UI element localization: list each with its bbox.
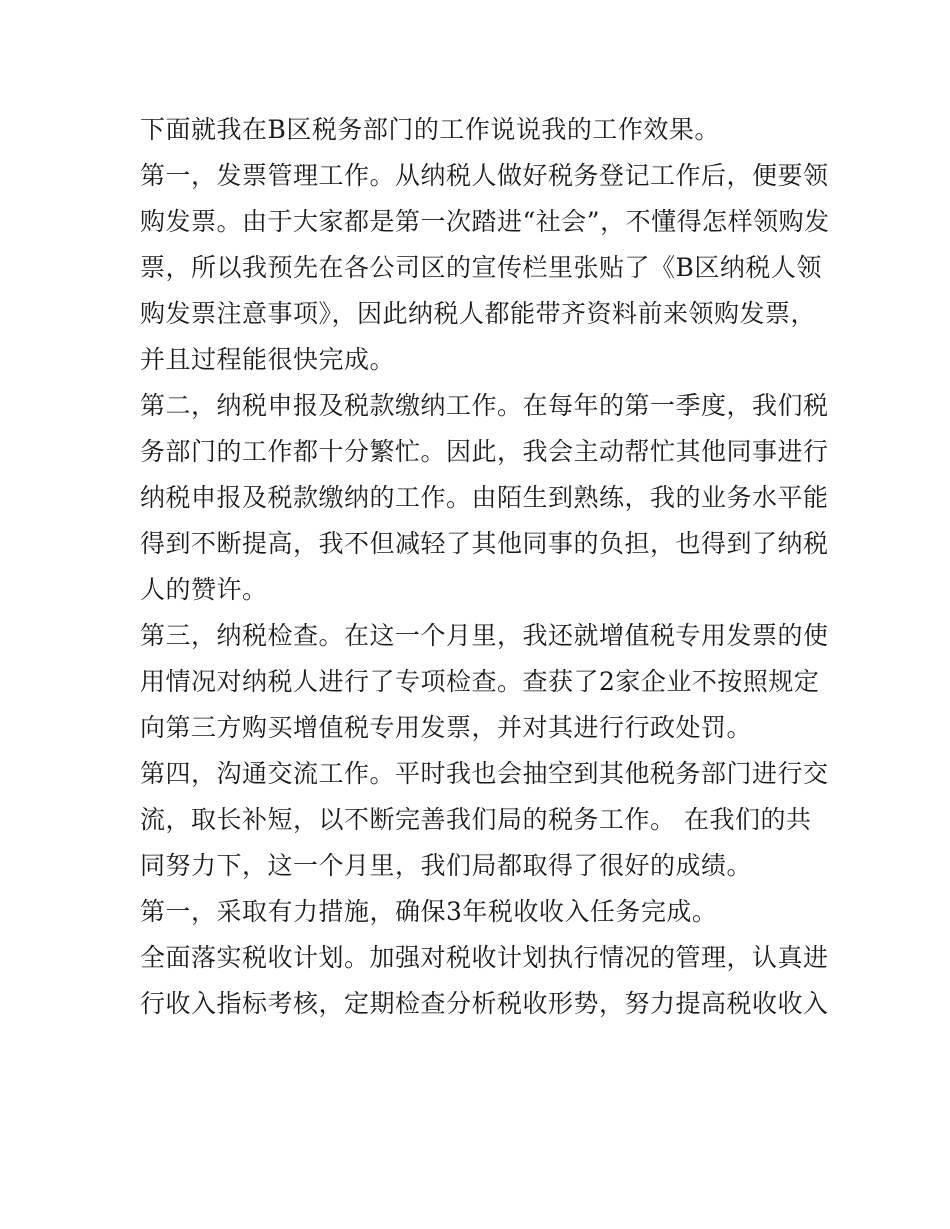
text-line: 第一，发票管理工作。从纳税人做好税务登记工作后，便要领 [140, 161, 829, 190]
text-line: 购发票。由于大家都是第一次踏进“社会”，不懂得怎样领购发 [140, 207, 830, 236]
text-line: 行收入指标考核，定期检查分析税收形势，努力提高税收收入 [140, 989, 829, 1018]
text-line: 流，取长补短，以不断完善我们局的税务工作。 在我们的共 [140, 805, 812, 834]
text-line: 务部门的工作都十分繁忙。因此，我会主动帮忙其他同事进行 [140, 437, 829, 466]
text-line: 全面落实税收计划。加强对税收计划执行情况的管理，认真进 [140, 943, 829, 972]
text-line: 票，所以我预先在各公司区的宣传栏里张贴了《B区纳税人领 [140, 253, 822, 282]
text-line: 用情况对纳税人进行了专项检查。查获了2家企业不按照规定 [140, 667, 820, 696]
text-line: 下面就我在B区税务部门的工作说说我的工作效果。 [140, 115, 720, 144]
text-line: 购发票注意事项》，因此纳税人都能带齐资料前来领购发票， [140, 299, 817, 328]
text-line: 第四，沟通交流工作。平时我也会抽空到其他税务部门进行交 [140, 759, 829, 788]
text-line: 人的赞许。 [140, 575, 268, 604]
text-line: 纳税申报及税款缴纳的工作。由陌生到熟练，我的业务水平能 [140, 483, 829, 512]
text-line: 同努力下，这一个月里，我们局都取得了很好的成绩。 [140, 851, 753, 880]
text-line: 第一，采取有力措施，确保3年税收收入任务完成。 [140, 897, 718, 926]
text-line: 向第三方购买增值税专用发票，并对其进行行政处罚。 [140, 713, 753, 742]
text-line: 得到不断提高，我不但减轻了其他同事的负担，也得到了纳税 [140, 529, 829, 558]
text-line: 并且过程能很快完成。 [140, 345, 396, 374]
text-line: 第二，纳税申报及税款缴纳工作。在每年的第一季度，我们税 [140, 391, 829, 420]
document-body [140, 107, 830, 1027]
text-line: 第三，纳税检查。在这一个月里，我还就增值税专用发票的使 [140, 621, 829, 650]
